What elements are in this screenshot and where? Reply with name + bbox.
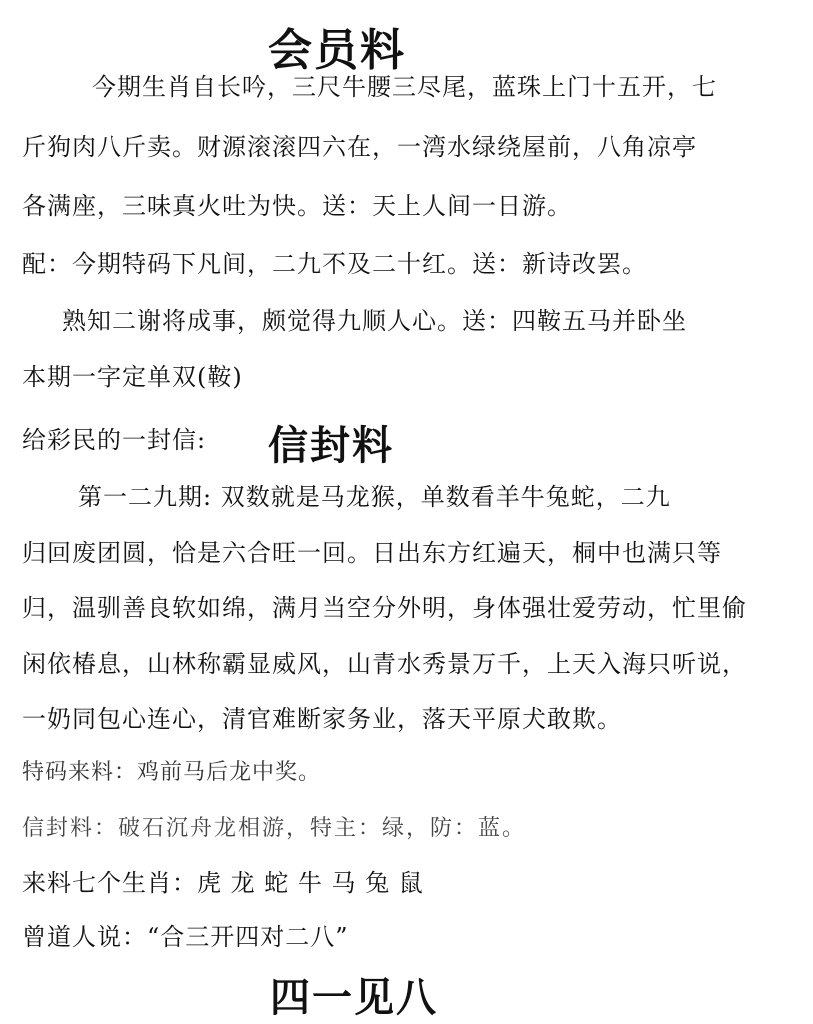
- letter-line-5: 一奶同包心连心，清官难断家务业，落天平原犬敢欺。: [22, 705, 622, 733]
- member-line-5: 熟知二谢将成事，颇觉得九顺人心。送：四鞍五马并卧坐: [62, 307, 687, 335]
- envelope-info-line: 信封料：破石沉舟龙相游，特主：绿，防：蓝。: [22, 816, 527, 841]
- letter-line-2: 归回废团圆，恰是六合旺一回。日出东方红遍天，桐中也满只等: [22, 539, 722, 567]
- zodiacs-line: 来料七个生肖：虎 龙 蛇 牛 马 兔 鼠: [22, 869, 424, 897]
- letter-line-3: 归，温驯善良软如绵，满月当空分外明，身体强壮爱劳动，忙里偷: [22, 594, 747, 622]
- member-title: 会员料: [268, 25, 406, 76]
- letter-intro: 给彩民的一封信:: [22, 426, 207, 454]
- member-line-6: 本期一字定单双(鞍): [22, 363, 243, 391]
- member-line-4: 配：今期特码下凡间，二九不及二十红。送：新诗改罢。: [22, 250, 647, 278]
- letter-line-4: 闲依椿息，山林称霸显威风，山青水秀景万千，上天入海只听说，: [22, 650, 747, 678]
- quote-line: 曾道人说：“合三开四对二八”: [22, 923, 349, 951]
- member-line-3: 各满座，三味真火吐为快。送：天上人间一日游。: [22, 192, 572, 220]
- member-line-2: 斤狗肉八斤卖。财源滚滚四六在，一湾水绿绕屋前，八角凉亭: [22, 133, 697, 161]
- letter-line-1: 第一二九期: 双数就是马龙猴，单数看羊牛兔蛇，二九: [78, 483, 671, 511]
- bottom-title: 四一见八: [270, 975, 438, 1021]
- member-line-1: 今期生肖自长吟，三尺牛腰三尽尾，蓝珠上门十五开，七: [92, 73, 717, 101]
- envelope-title: 信封料: [268, 423, 394, 469]
- special-code-line: 特码来料：鸡前马后龙中奖。: [22, 760, 322, 785]
